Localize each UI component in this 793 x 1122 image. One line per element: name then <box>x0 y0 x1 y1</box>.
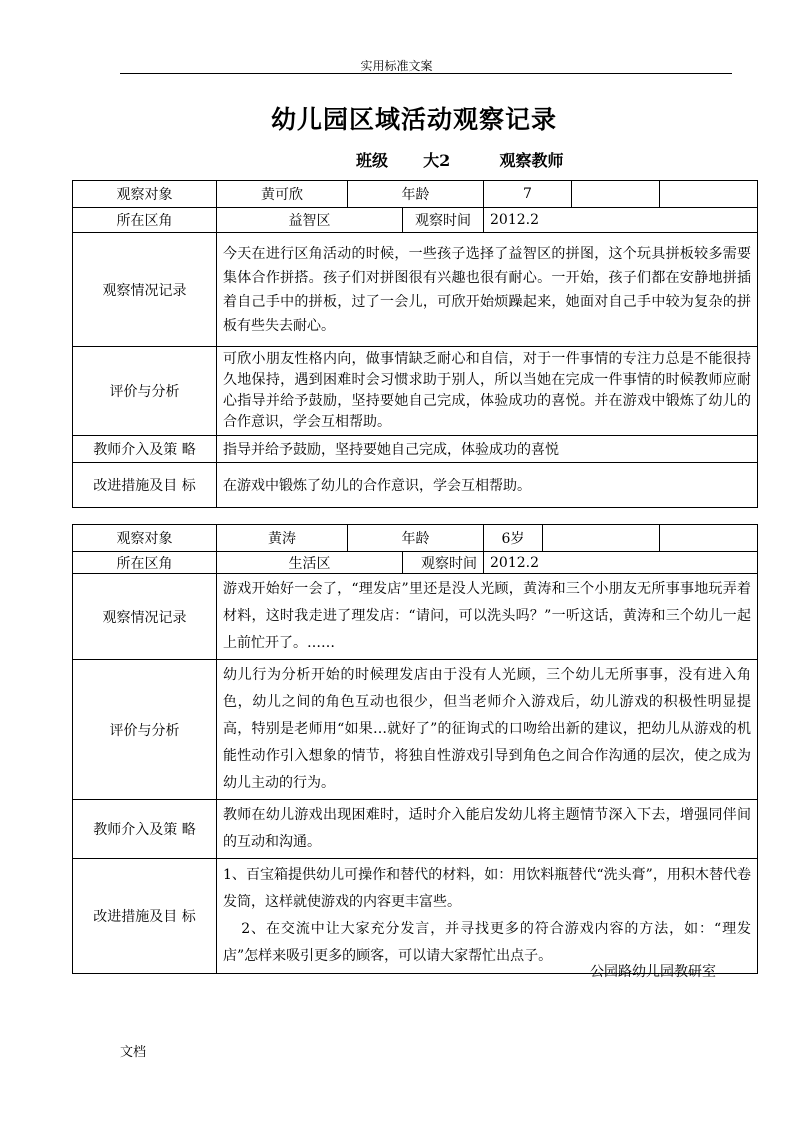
empty-cell <box>572 181 660 208</box>
area-label: 所在区角 <box>73 208 217 233</box>
improvement-cell <box>217 859 758 974</box>
page-footer-label: 文档 <box>120 1045 147 1060</box>
intervention-text: 教师在幼儿游戏出现困难时，适时介入能启发幼儿将主题情节深入下去，增强同伴间的互动和沟通。 <box>217 800 758 859</box>
improvement-label: 改进措施及目 标 <box>73 859 217 974</box>
time-value: 2012.2 <box>484 208 758 233</box>
time-label: 观察时间 <box>403 208 484 233</box>
age-value: 6岁 <box>484 525 543 552</box>
record-text: 今天在进行区角活动的时候，一些孩子选择了益智区的拼图，这个玩具拼板较多需要集体合作拼搭。孩子们对拼图很有兴趣也很有耐心。一开始，孩子们都在安静地拼插着自己手中的拼板，过了一会儿，可欣开始烦躁起来，她面对自己手中较为复杂的拼板有些失去耐心。 <box>217 233 758 347</box>
age-value: 7 <box>484 181 572 208</box>
header-divider <box>120 73 732 74</box>
page-title: 幼儿园区域活动观察记录 <box>270 105 557 134</box>
record-table-2 <box>72 524 758 974</box>
improvement-label: 改进措施及目 标 <box>73 463 217 508</box>
record-label: 观察情况记录 <box>73 574 217 660</box>
analysis-text: 可欣小朋友性格内向，做事情缺乏耐心和自信，对于一件事情的专注力总是不能很持久地保持，遇到困难时会习惯求助于别人，所以当她在完成一件事情的时候教师应耐心指导并给予鼓励，坚持要她自己完成，体验成功的喜悦。并在游戏中锻炼了幼儿的合作意识，学会互相帮助。 <box>217 347 758 436</box>
improvement-item-1: 1、百宝箱提供幼儿可操作和替代的材料，如：用饮料瓶替代“洗头膏”，用积木替代卷发筒，这样就使游戏的内容更丰富些。 <box>223 867 751 910</box>
improvement-text: 在游戏中锻炼了幼儿的合作意识，学会互相帮助。 <box>217 463 758 508</box>
target-label: 观察对象 <box>73 181 217 208</box>
age-label: 年龄 <box>348 181 484 208</box>
analysis-text: 幼儿行为分析开始的时候理发店由于没有人光顾，三个幼儿无所事事，没有进入角色，幼儿之间的角色互动也很少，但当老师介入游戏后，幼儿游戏的积极性明显提高，特别是老师用“如果…就好了”的征询式的口吻给出新的建议，把幼儿从游戏的机能性动作引入想象的情节，将独自性游戏引导到角色之间合作沟通的层次，使之成为幼儿主动的行为。 <box>217 660 758 800</box>
target-value: 黄涛 <box>217 525 348 552</box>
time-label: 观察时间 <box>403 552 484 574</box>
empty-cell <box>660 525 758 552</box>
footer-org: 公园路幼儿园教研室 <box>590 964 716 980</box>
record-table-1 <box>72 180 758 508</box>
analysis-label: 评价与分析 <box>73 347 217 436</box>
age-label: 年龄 <box>348 525 484 552</box>
page-header: 实用标准文案 <box>360 59 433 73</box>
intervention-label: 教师介入及策 略 <box>73 436 217 463</box>
subtitle <box>356 148 563 171</box>
class-value: 大2 <box>423 151 451 170</box>
intervention-label: 教师介入及策 略 <box>73 800 217 859</box>
empty-cell <box>543 525 660 552</box>
area-value: 益智区 <box>217 208 403 233</box>
area-label: 所在区角 <box>73 552 217 574</box>
target-value: 黄可欣 <box>217 181 348 208</box>
time-value: 2012.2 <box>484 552 758 574</box>
class-label: 班级 <box>356 151 389 170</box>
intervention-text: 指导并给予鼓励，坚持要她自己完成，体验成功的喜悦 <box>217 436 758 463</box>
empty-cell <box>660 181 758 208</box>
area-value: 生活区 <box>217 552 403 574</box>
improvement-item-2: 2、在交流中让大家充分发言，并寻找更多的符合游戏内容的方法，如：“理发店”怎样来吸引更多的顾客，可以请大家帮忙出点子。 <box>223 921 751 964</box>
record-text: 游戏开始好一会了，“理发店”里还是没人光顾，黄涛和三个小朋友无所事事地玩弄着材料，这时我走进了理发店：“请问，可以洗头吗？”一听这话，黄涛和三个幼儿一起上前忙开了。…… <box>217 574 758 660</box>
target-label: 观察对象 <box>73 525 217 552</box>
record-label: 观察情况记录 <box>73 233 217 347</box>
analysis-label: 评价与分析 <box>73 660 217 800</box>
teacher-label: 观察教师 <box>499 151 564 170</box>
